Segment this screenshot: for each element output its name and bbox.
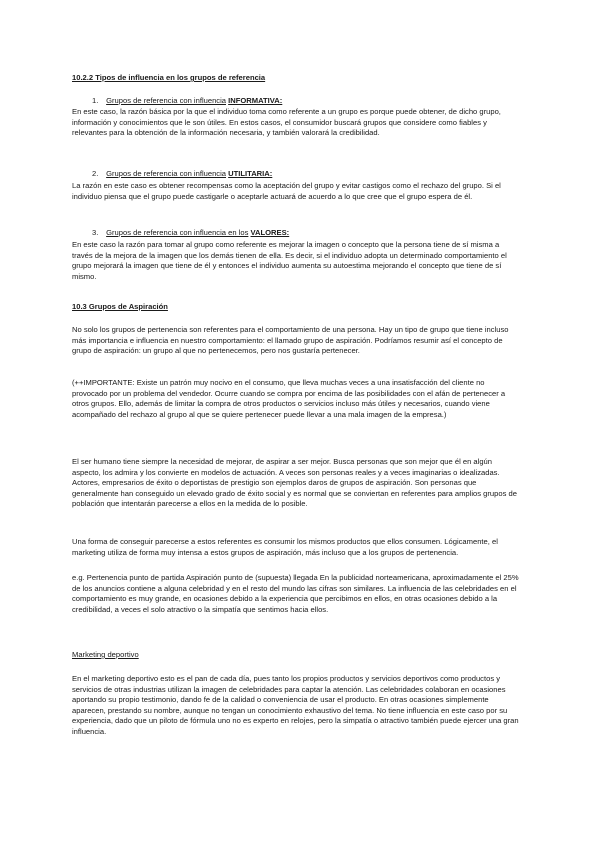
paragraph-ser-humano: El ser humano tiene siempre la necesidad de mejorar, de aspirar a ser mejor. Busca personas que son mejor que él en algún aspecto, los admira y los convierte en modelos de actuación. A veces son personas reales y a veces imaginarias o idealizadas. Actores, empresarios de éxito o deportistas de prestigio son ejemplos daros de grupos de aspiración. Son personas que generalmente han conseguido un elevado grado de éxito social y es normal que se conviertan en referentes para amplios grupos de población que intentarán parecerse a ellos en la medida de lo posible. <box>72 457 517 509</box>
section-heading-10-3: 10.3 Grupos de Aspiración <box>72 302 168 311</box>
section-heading-marketing-deportivo: Marketing deportivo <box>72 650 139 659</box>
list-item-keyword: UTILITARIA: <box>228 169 273 178</box>
paragraph-utilitaria: La razón en este caso es obtener recompensas como la aceptación del grupo y evitar castigos como el rechazo del grupo. Si el individuo piensa que el grupo puede castigarle o aceptarle actuará de acuerdo a lo que cree que el grupo espera de él. <box>72 181 501 201</box>
list-number: 1. <box>92 96 99 105</box>
list-item-utilitaria <box>92 169 520 180</box>
list-item-label: Grupos de referencia con influencia en los <box>106 228 249 237</box>
list-number: 2. <box>92 169 99 178</box>
section-heading-10-2-2: 10.2.2 Tipos de influencia en los grupos de referencia <box>72 73 266 82</box>
list-item-valores <box>92 228 520 239</box>
paragraph-informativa: En este caso, la razón básica por la que el individuo toma como referente a un grupo es porque puede obtener, de dicho grupo, información y conocimientos que le son útiles. En estos casos, el consumidor buscará grupos que considere como fiables y relevantes para la obtención de la información necesaria, y también valorará la credibilidad. <box>72 107 501 138</box>
list-item-label: Grupos de referencia con influencia <box>106 96 227 105</box>
paragraph-valores: En este caso la razón para tomar al grupo como referente es mejorar la imagen o concepto que la persona tiene de sí misma a través de la mejora de la imagen que los demás tienen de ella. Es decir, si el individuo adopta un determinado comportamiento el grupo mejorará la imagen que tiene de él y entonces el individuo aumenta su autoestima mejorando el concepto que tiene de sí mismo. <box>72 240 507 281</box>
list-item-informativa <box>92 96 520 107</box>
list-item-keyword: INFORMATIVA: <box>228 96 283 105</box>
paragraph-aspiracion-intro: No solo los grupos de pertenencia son referentes para el comportamiento de una persona. Hay un tipo de grupo que tiene incluso más importancia e influencia en nuestro comportamiento: el llamado grupo de aspiración. Podríamos resumir así el concepto de grupo de aspiración: un grupo al que no pertenecemos, pero nos gustaría pertenecer. <box>72 325 509 356</box>
list-number: 3. <box>92 228 99 237</box>
list-item-keyword: VALORES: <box>250 228 290 237</box>
paragraph-forma-parecerse: Una forma de conseguir parecerse a estos referentes es consumir los mismos productos que ellos consumen. Lógicamente, el marketing utiliza de forma muy intensa a estos grupos de aspiración, más incluso que a los grupos de pertenencia. <box>72 537 498 557</box>
paragraph-ejemplo: e.g. Pertenencia punto de partida Aspiración punto de (supuesta) llegada En la publicidad norteamericana, aproximadamente el 25% de los anuncios contiene a alguna celebridad y en el resto del mundo las cifras son similares. La influencia de las celebridades en el comportamiento es muy grande, en ocasiones debido a la experiencia que percibimos en ellos, en otras ocasiones debido a la credibilidad, a veces el solo atractivo o la simpatía que sentimos hacia ellos. <box>72 573 519 614</box>
paragraph-importante: (++IMPORTANTE: Existe un patrón muy nocivo en el consumo, que lleva muchas veces a una insatisfacción del cliente no provocado por un problema del vendedor. Ocurre cuando se compra por encima de las posibilidades con el afán de pertenecer a otros grupos. Ello, además de limitar la compra de otros productos o servicios incluso más útiles y necesarios, cuando viene acompañado del rechazo al grupo al que se quiere pertenecer puede llevar a una mala imagen de la empresa.) <box>72 378 506 419</box>
list-item-label: Grupos de referencia con influencia <box>106 169 227 178</box>
paragraph-marketing-deportivo: En el marketing deportivo esto es el pan de cada día, pues tanto los propios productos y servicios deportivos como productos y servicios de otras industrias utilizan la imagen de celebridades para captar la atención. Las celebridades colaboran en ocasiones aportando su propio testimonio, dando fe de la calidad o conveniencia de usar el producto. En otras ocasiones simplemente aparecen, prestando su nombre, aunque no tengan un conocimiento exhaustivo del tema. No tiene influencia en este caso por su experiencia, dado que un piloto de fórmula uno no es experto en relojes, pero la simpatía o atractivo también puede ejercer una gran influencia. <box>72 674 519 736</box>
